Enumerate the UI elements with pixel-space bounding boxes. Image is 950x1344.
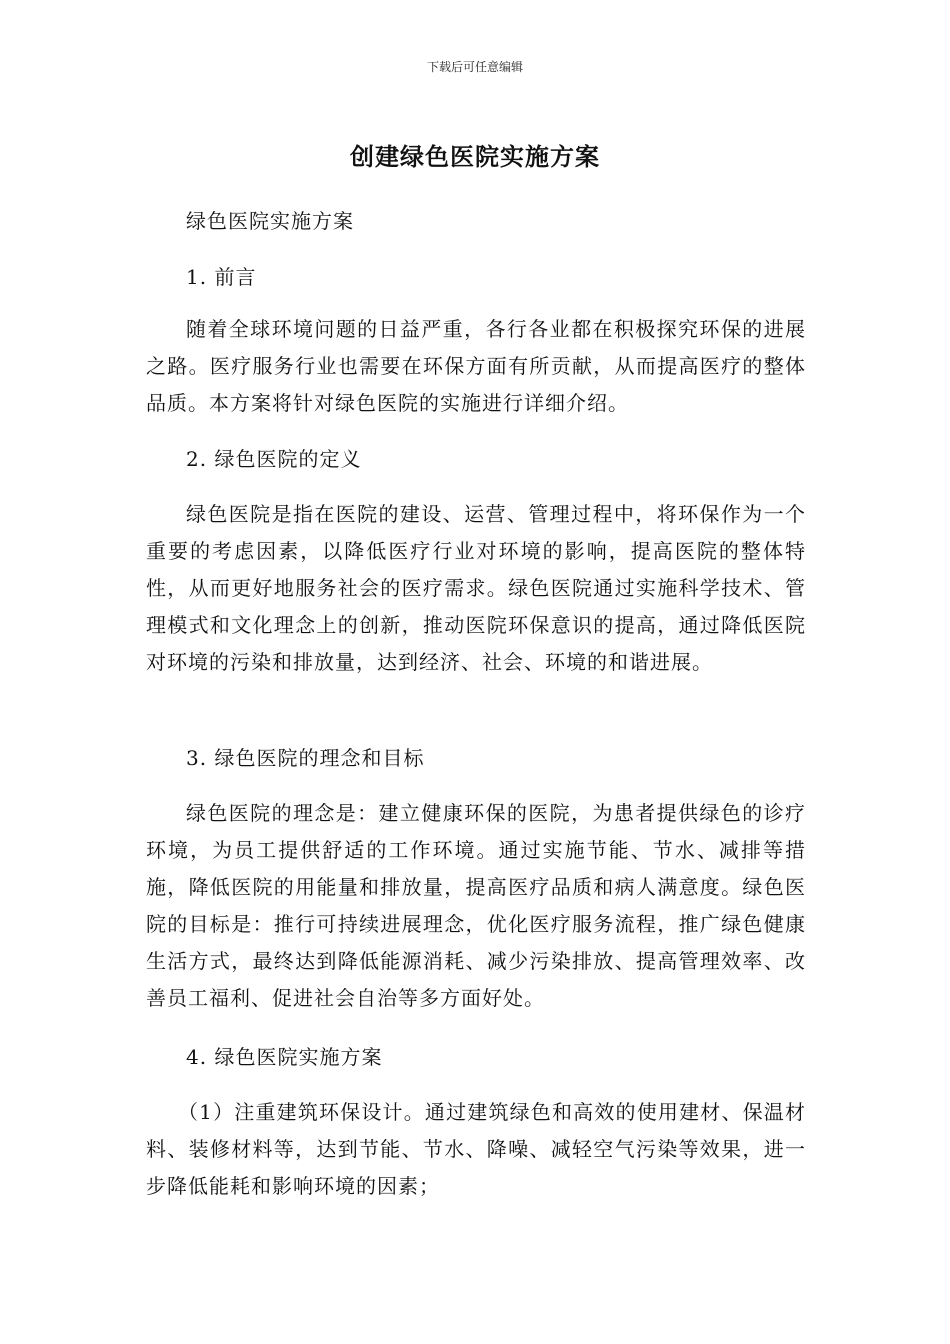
section-heading-implementation: 4. 绿色医院实施方案: [186, 1045, 383, 1069]
section-heading-definition: 2. 绿色医院的定义: [186, 447, 362, 471]
section-heading-concept: 3. 绿色医院的理念和目标: [186, 746, 425, 770]
document-title: 创建绿色医院实施方案: [350, 143, 600, 171]
section-heading-preface: 1. 前言: [186, 265, 257, 289]
paragraph-implementation-item-1: （1）注重建筑环保设计。通过建筑绿色和高效的使用建材、保温材料、装修材料等，达到节能、节水、降噪、减轻空气污染等效果，进一步降低能耗和影响环境的因素；: [146, 1100, 806, 1198]
header-note: 下载后可任意编辑: [426, 60, 523, 74]
section-heading-plan: 绿色医院实施方案: [186, 209, 354, 233]
paragraph-preface: 随着全球环境问题的日益严重，各行各业都在积极探究环保的进展之路。医疗服务行业也需要在环保方面有所贡献，从而提高医疗的整体品质。本方案将针对绿色医院的实施进行详细介绍。: [146, 317, 806, 415]
paragraph-concept: 绿色医院的理念是：建立健康环保的医院，为患者提供绿色的诊疗环境，为员工提供舒适的工作环境。通过实施节能、节水、减排等措施，降低医院的用能量和排放量，提高医疗品质和病人满意度。绿色医院的目标是：推行可持续进展理念，优化医疗服务流程，推广绿色健康生活方式，最终达到降低能源消耗、减少污染排放、提高管理效率、改善员工福利、促进社会自治等多方面好处。: [146, 801, 806, 1010]
paragraph-definition: 绿色医院是指在医院的建设、运营、管理过程中，将环保作为一个重要的考虑因素，以降低医疗行业对环境的影响，提高医院的整体特性，从而更好地服务社会的医疗需求。绿色医院通过实施科学技术、管理模式和文化理念上的创新，推动医院环保意识的提高，通过降低医院对环境的污染和排放量，达到经济、社会、环境的和谐进展。: [146, 502, 806, 674]
